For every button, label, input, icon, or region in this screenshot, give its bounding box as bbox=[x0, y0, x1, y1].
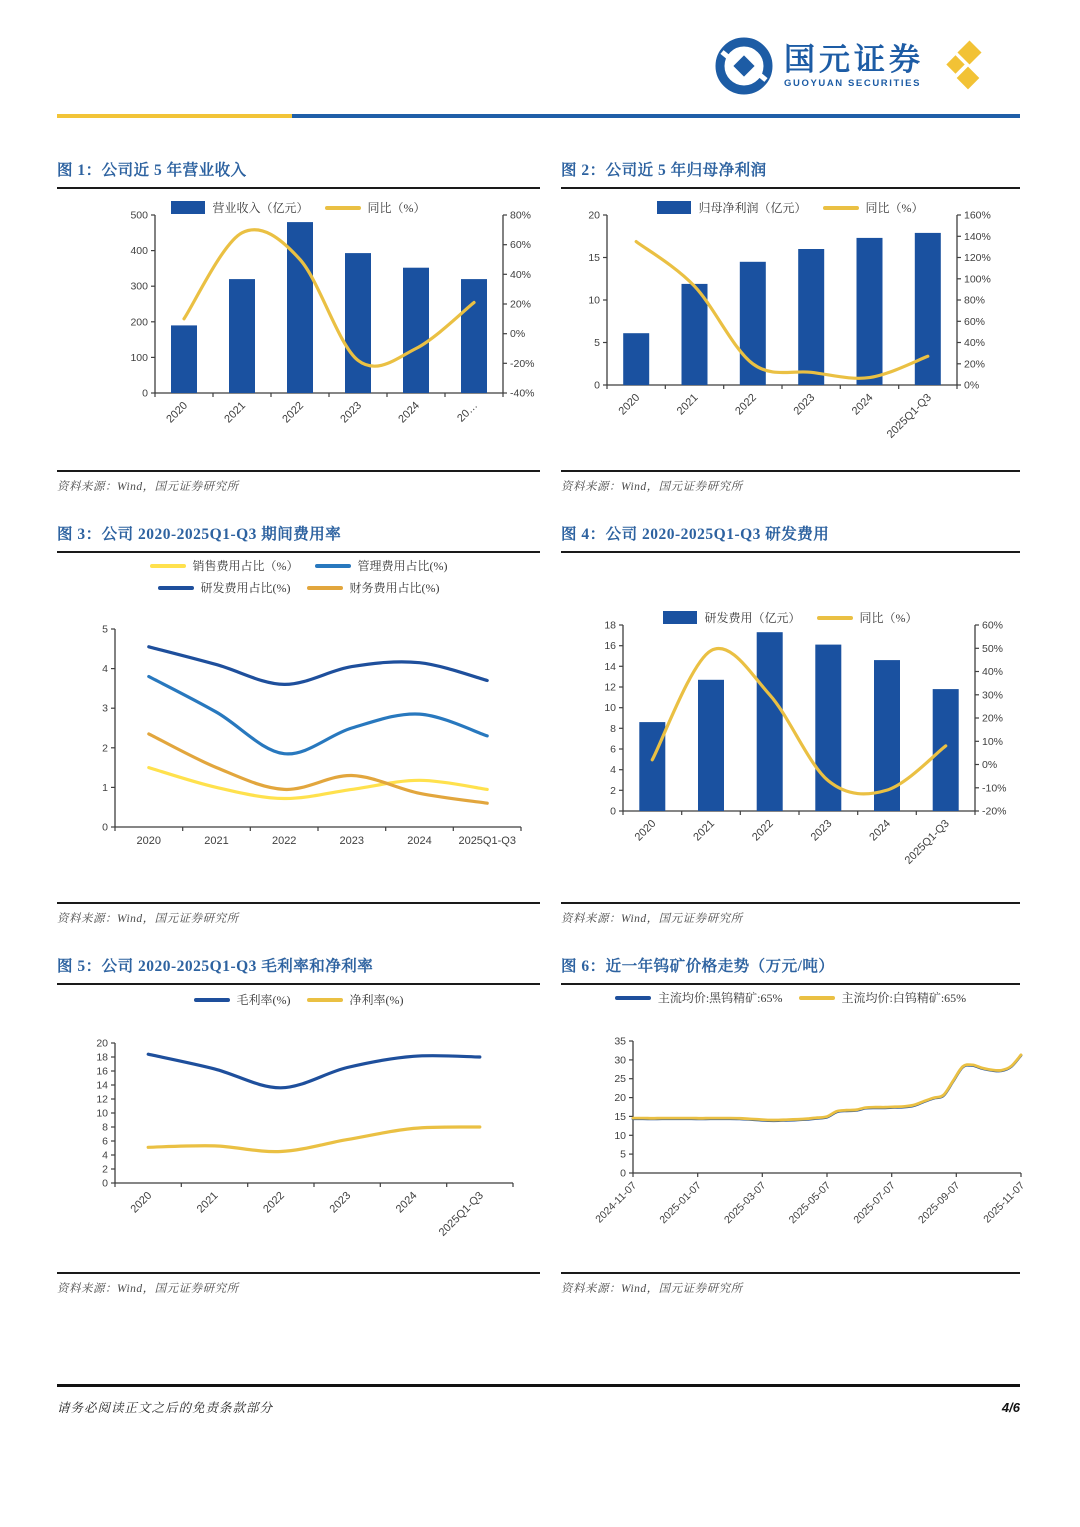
svg-text:16: 16 bbox=[604, 640, 616, 653]
svg-text:2023: 2023 bbox=[808, 817, 835, 844]
svg-text:80%: 80% bbox=[510, 209, 532, 222]
figure-4-source: 资料来源：Wind，国元证券研究所 bbox=[561, 902, 1020, 926]
svg-text:80%: 80% bbox=[964, 294, 986, 307]
legend-item bbox=[158, 579, 291, 596]
svg-text:40%: 40% bbox=[510, 268, 532, 281]
chart-canvas bbox=[71, 999, 541, 1267]
svg-text:3: 3 bbox=[102, 702, 108, 715]
legend-label: 同比（%） bbox=[859, 611, 918, 625]
svg-text:2: 2 bbox=[102, 742, 108, 755]
svg-text:2024: 2024 bbox=[393, 1189, 420, 1216]
svg-text:2025Q1-Q3: 2025Q1-Q3 bbox=[458, 835, 516, 847]
figure-5-chart bbox=[57, 985, 540, 1272]
svg-text:2: 2 bbox=[610, 784, 616, 797]
line-series-净利率(%) bbox=[148, 1127, 480, 1152]
legend-item bbox=[315, 557, 448, 574]
legend-line-swatch bbox=[315, 564, 351, 568]
svg-text:2023: 2023 bbox=[327, 1189, 354, 1216]
svg-text:2024: 2024 bbox=[396, 399, 423, 426]
svg-text:0%: 0% bbox=[964, 379, 980, 392]
svg-text:2025-05-07: 2025-05-07 bbox=[786, 1179, 834, 1227]
svg-text:300: 300 bbox=[130, 280, 148, 293]
legend-label: 同比（%） bbox=[367, 201, 426, 215]
svg-text:2022: 2022 bbox=[261, 1189, 287, 1216]
svg-text:12: 12 bbox=[96, 1093, 108, 1106]
figure-6-title: 图 6：近一年钨矿价格走势（万元/吨） bbox=[561, 954, 1020, 985]
legend-line-swatch bbox=[158, 586, 194, 590]
svg-text:2020: 2020 bbox=[128, 1189, 155, 1216]
figure-4-title: 图 4：公司 2020-2025Q1-Q3 研发费用 bbox=[561, 522, 1020, 553]
svg-text:20: 20 bbox=[96, 1037, 108, 1050]
legend-line-swatch bbox=[817, 616, 853, 620]
svg-text:1: 1 bbox=[102, 781, 108, 794]
svg-text:2021: 2021 bbox=[194, 1189, 221, 1216]
svg-text:6: 6 bbox=[102, 1135, 108, 1148]
legend-label: 财务费用占比(%) bbox=[349, 581, 440, 595]
svg-text:5: 5 bbox=[620, 1148, 626, 1161]
legend-label: 毛利率(%) bbox=[236, 993, 291, 1007]
brand-header bbox=[714, 36, 980, 96]
figure-1 bbox=[57, 158, 540, 494]
svg-text:100%: 100% bbox=[964, 273, 991, 286]
figure-6 bbox=[561, 954, 1028, 1296]
figure-4 bbox=[561, 522, 1020, 926]
legend-label: 主流均价:黑钨精矿:65% bbox=[657, 991, 783, 1005]
legend-item bbox=[307, 991, 404, 1008]
svg-text:6: 6 bbox=[610, 743, 616, 756]
svg-text:2024-11-07: 2024-11-07 bbox=[593, 1179, 640, 1226]
legend-label: 同比（%） bbox=[865, 201, 924, 215]
svg-text:2023: 2023 bbox=[338, 399, 365, 426]
legend-line-swatch bbox=[307, 586, 343, 590]
line-series-同比（%） bbox=[184, 230, 474, 366]
svg-text:0: 0 bbox=[594, 379, 600, 392]
chart-legend bbox=[561, 989, 1020, 1006]
svg-text:50%: 50% bbox=[982, 642, 1004, 655]
svg-text:0: 0 bbox=[610, 805, 616, 818]
svg-text:5: 5 bbox=[102, 623, 108, 636]
figure-5-title: 图 5：公司 2020-2025Q1-Q3 毛利率和净利率 bbox=[57, 954, 540, 985]
brand-name-en: GUOYUAN SECURITIES bbox=[784, 77, 922, 89]
svg-text:10: 10 bbox=[588, 294, 600, 307]
svg-text:2021: 2021 bbox=[222, 399, 249, 426]
svg-text:-20%: -20% bbox=[510, 357, 535, 370]
legend-line-swatch bbox=[150, 564, 186, 568]
figure-3-title: 图 3：公司 2020-2025Q1-Q3 期间费用率 bbox=[57, 522, 540, 553]
legend-line-swatch bbox=[325, 206, 361, 210]
svg-text:0: 0 bbox=[102, 1177, 108, 1190]
svg-text:2: 2 bbox=[102, 1163, 108, 1176]
svg-text:20%: 20% bbox=[964, 358, 986, 371]
legend-label: 归母净利润（亿元） bbox=[698, 201, 807, 215]
figure-1-title: 图 1：公司近 5 年营业收入 bbox=[57, 158, 540, 189]
svg-text:16: 16 bbox=[96, 1065, 108, 1078]
svg-text:2024: 2024 bbox=[849, 391, 876, 418]
legend-item bbox=[150, 557, 299, 574]
legend-label: 营业收入（亿元） bbox=[212, 201, 309, 215]
svg-text:20: 20 bbox=[588, 209, 600, 222]
svg-text:0%: 0% bbox=[982, 759, 998, 771]
svg-text:120%: 120% bbox=[964, 252, 991, 264]
svg-text:2022: 2022 bbox=[271, 835, 297, 847]
legend-label: 研发费用占比(%) bbox=[200, 581, 291, 595]
figure-4-chart bbox=[561, 553, 1020, 902]
svg-text:2025-09-07: 2025-09-07 bbox=[915, 1179, 963, 1227]
svg-text:2020: 2020 bbox=[164, 399, 191, 426]
svg-text:18: 18 bbox=[96, 1051, 108, 1064]
svg-text:4: 4 bbox=[102, 1149, 108, 1162]
svg-text:14: 14 bbox=[96, 1079, 108, 1092]
line-series-同比（%） bbox=[636, 242, 928, 379]
svg-text:30%: 30% bbox=[982, 689, 1004, 702]
svg-text:8: 8 bbox=[102, 1121, 108, 1134]
svg-text:2025-07-07: 2025-07-07 bbox=[851, 1179, 898, 1227]
chart-canvas bbox=[71, 567, 541, 869]
line-series-毛利率(%) bbox=[148, 1054, 480, 1088]
chart-legend bbox=[57, 199, 540, 216]
legend-bar-swatch bbox=[171, 201, 205, 214]
figure-2-chart bbox=[561, 189, 1020, 470]
chart-legend bbox=[561, 609, 1020, 626]
svg-text:40%: 40% bbox=[964, 337, 986, 349]
legend-item bbox=[663, 609, 800, 626]
figure-2 bbox=[561, 158, 1020, 494]
legend-item bbox=[799, 989, 967, 1006]
legend-label: 管理费用占比(%) bbox=[357, 559, 448, 573]
bar-series-营业收入（亿元） bbox=[461, 279, 487, 393]
line-series-研发费用占比(%) bbox=[149, 647, 487, 685]
svg-text:2022: 2022 bbox=[280, 399, 307, 426]
svg-text:60%: 60% bbox=[982, 619, 1004, 632]
header-divider bbox=[57, 114, 1020, 118]
brand-name-cn: 国元证券 bbox=[784, 41, 924, 77]
svg-text:200: 200 bbox=[130, 316, 148, 329]
chart-canvas bbox=[583, 999, 1037, 1261]
svg-text:2021: 2021 bbox=[204, 835, 229, 847]
svg-text:20…: 20… bbox=[455, 399, 481, 425]
legend-item bbox=[657, 199, 806, 216]
svg-text:35: 35 bbox=[614, 1035, 626, 1048]
svg-text:2025Q1-Q3: 2025Q1-Q3 bbox=[902, 817, 952, 867]
svg-text:30: 30 bbox=[614, 1054, 626, 1067]
brand-diamonds-icon bbox=[936, 40, 980, 92]
figure-3 bbox=[57, 522, 540, 926]
line-series-主流均价:白钨精矿:65% bbox=[633, 1055, 1021, 1120]
bar-series-营业收入（亿元） bbox=[171, 325, 197, 393]
bar-series-营业收入（亿元） bbox=[229, 279, 255, 393]
chart-legend bbox=[561, 199, 1020, 216]
svg-text:20: 20 bbox=[614, 1092, 626, 1105]
legend-bar-swatch bbox=[657, 201, 691, 214]
svg-text:-10%: -10% bbox=[982, 782, 1007, 795]
figure-3-source: 资料来源：Wind，国元证券研究所 bbox=[57, 902, 540, 926]
svg-text:400: 400 bbox=[130, 245, 148, 258]
legend-label: 销售费用占比（%） bbox=[192, 559, 299, 573]
svg-text:2025-03-07: 2025-03-07 bbox=[721, 1179, 769, 1227]
svg-text:2025Q1-Q3: 2025Q1-Q3 bbox=[884, 391, 934, 441]
figure-5 bbox=[57, 954, 540, 1296]
svg-text:40%: 40% bbox=[982, 666, 1004, 678]
svg-text:14: 14 bbox=[604, 660, 616, 673]
legend-item bbox=[615, 989, 783, 1006]
figure-2-source: 资料来源：Wind，国元证券研究所 bbox=[561, 470, 1020, 494]
svg-text:12: 12 bbox=[604, 681, 616, 694]
svg-text:-40%: -40% bbox=[510, 387, 535, 400]
svg-text:2021: 2021 bbox=[691, 817, 718, 844]
svg-text:-20%: -20% bbox=[982, 805, 1007, 818]
svg-text:2020: 2020 bbox=[616, 391, 643, 418]
svg-text:20%: 20% bbox=[510, 298, 532, 311]
legend-line-swatch bbox=[615, 996, 651, 1000]
figure-6-source: 资料来源：Wind，国元证券研究所 bbox=[561, 1272, 1020, 1296]
bar-series-归母净利润（亿元） bbox=[915, 233, 941, 385]
svg-text:2020: 2020 bbox=[632, 817, 659, 844]
svg-text:0: 0 bbox=[620, 1167, 626, 1180]
legend-label: 研发费用（亿元） bbox=[704, 611, 801, 625]
svg-text:60%: 60% bbox=[510, 239, 532, 252]
svg-text:2020: 2020 bbox=[136, 835, 162, 847]
svg-text:18: 18 bbox=[604, 619, 616, 632]
legend-item bbox=[817, 609, 918, 626]
chart-canvas bbox=[579, 613, 1041, 897]
svg-text:20%: 20% bbox=[982, 712, 1004, 725]
svg-text:2025-01-07: 2025-01-07 bbox=[657, 1179, 704, 1227]
legend-line-swatch bbox=[823, 206, 859, 210]
svg-text:160%: 160% bbox=[964, 209, 991, 222]
bar-series-归母净利润（亿元） bbox=[798, 249, 824, 385]
svg-text:2021: 2021 bbox=[674, 391, 701, 418]
page-number: 4/6 bbox=[1001, 1400, 1020, 1415]
chart-legend bbox=[57, 557, 540, 596]
footer-disclaimer: 请务必阅读正文之后的免责条款部分 bbox=[57, 1401, 274, 1415]
bar-series-营业收入（亿元） bbox=[345, 253, 371, 393]
legend-item bbox=[171, 199, 308, 216]
svg-text:2022: 2022 bbox=[750, 817, 776, 844]
bar-series-研发费用（亿元） bbox=[757, 632, 783, 811]
figure-1-chart bbox=[57, 189, 540, 470]
legend-line-swatch bbox=[799, 996, 835, 1000]
bar-series-营业收入（亿元） bbox=[287, 222, 313, 393]
svg-text:2025-11-07: 2025-11-07 bbox=[981, 1179, 1028, 1226]
svg-text:15: 15 bbox=[588, 252, 600, 264]
figure-5-source: 资料来源：Wind，国元证券研究所 bbox=[57, 1272, 540, 1296]
bar-series-研发费用（亿元） bbox=[874, 660, 900, 811]
bar-series-研发费用（亿元） bbox=[933, 689, 959, 811]
legend-label: 净利率(%) bbox=[349, 993, 404, 1007]
svg-text:10: 10 bbox=[614, 1129, 626, 1142]
svg-text:140%: 140% bbox=[964, 230, 991, 243]
legend-item bbox=[823, 199, 924, 216]
bar-series-归母净利润（亿元） bbox=[740, 262, 766, 385]
svg-text:2025Q1-Q3: 2025Q1-Q3 bbox=[436, 1189, 486, 1239]
svg-text:0: 0 bbox=[102, 821, 108, 834]
svg-text:60%: 60% bbox=[964, 315, 986, 328]
guoyuan-logo-icon bbox=[714, 36, 774, 96]
figure-2-title: 图 2：公司近 5 年归母净利润 bbox=[561, 158, 1020, 189]
svg-text:8: 8 bbox=[610, 722, 616, 735]
bar-series-归母净利润（亿元） bbox=[623, 333, 649, 385]
bar-series-研发费用（亿元） bbox=[698, 680, 724, 811]
svg-text:25: 25 bbox=[614, 1073, 626, 1086]
bar-series-研发费用（亿元） bbox=[639, 722, 665, 811]
figure-3-chart bbox=[57, 553, 540, 902]
footer-divider bbox=[57, 1384, 1020, 1387]
figures-area bbox=[57, 158, 1028, 1296]
svg-text:10: 10 bbox=[96, 1107, 108, 1120]
figure-6-chart bbox=[561, 985, 1028, 1272]
legend-line-swatch bbox=[307, 998, 343, 1002]
svg-text:2024: 2024 bbox=[407, 835, 432, 847]
svg-text:4: 4 bbox=[102, 663, 108, 676]
svg-text:10: 10 bbox=[604, 702, 616, 715]
line-series-同比（%） bbox=[652, 648, 945, 793]
legend-item bbox=[307, 579, 440, 596]
svg-text:100: 100 bbox=[130, 351, 148, 364]
legend-bar-swatch bbox=[663, 611, 697, 624]
chart-canvas bbox=[563, 203, 1029, 465]
legend-item bbox=[194, 991, 291, 1008]
figure-1-source: 资料来源：Wind，国元证券研究所 bbox=[57, 470, 540, 494]
footer bbox=[57, 1398, 1020, 1416]
svg-text:2023: 2023 bbox=[339, 835, 365, 847]
line-series-管理费用占比(%) bbox=[149, 677, 487, 754]
chart-legend bbox=[57, 991, 540, 1008]
svg-text:2022: 2022 bbox=[733, 391, 759, 418]
svg-text:2023: 2023 bbox=[791, 391, 818, 418]
svg-text:500: 500 bbox=[130, 209, 148, 222]
svg-text:15: 15 bbox=[614, 1110, 626, 1123]
chart-canvas bbox=[97, 203, 567, 455]
svg-text:0%: 0% bbox=[510, 328, 526, 341]
svg-text:4: 4 bbox=[610, 764, 616, 777]
bar-series-归母净利润（亿元） bbox=[857, 238, 883, 385]
svg-text:2024: 2024 bbox=[867, 817, 894, 844]
svg-text:5: 5 bbox=[594, 337, 600, 349]
legend-line-swatch bbox=[194, 998, 230, 1002]
svg-text:0: 0 bbox=[142, 387, 148, 400]
svg-text:10%: 10% bbox=[982, 735, 1004, 748]
legend-label: 主流均价:白钨精矿:65% bbox=[841, 991, 967, 1005]
bar-series-营业收入（亿元） bbox=[403, 268, 429, 393]
legend-item bbox=[325, 199, 426, 216]
